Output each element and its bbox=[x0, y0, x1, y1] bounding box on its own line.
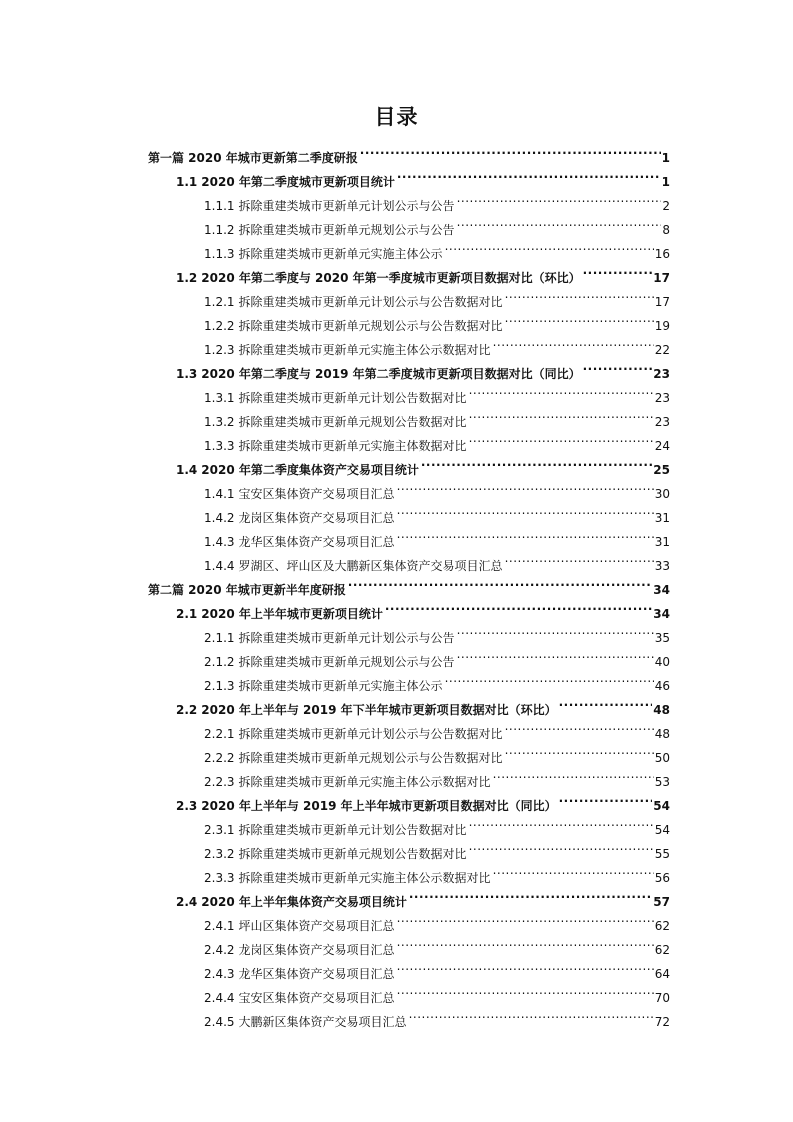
toc-entry-page-number: 48 bbox=[654, 727, 670, 741]
dot-leader bbox=[505, 714, 654, 738]
toc-entry[interactable] bbox=[0, 570, 670, 597]
toc-entry[interactable] bbox=[0, 594, 670, 621]
toc-entry[interactable] bbox=[0, 186, 670, 213]
dot-leader bbox=[505, 546, 654, 570]
toc-entry-number: 2.4.3 bbox=[204, 967, 235, 981]
toc-entry[interactable] bbox=[0, 666, 670, 693]
dot-leader bbox=[457, 618, 654, 642]
toc-entry-page-number: 56 bbox=[654, 871, 670, 885]
toc-entry-number: 2.2.2 bbox=[204, 751, 235, 765]
toc-entry-title: 拆除重建类城市更新单元计划公告数据对比 bbox=[238, 823, 467, 837]
toc-entry[interactable] bbox=[0, 738, 670, 765]
toc-entry-page-number: 55 bbox=[654, 847, 670, 861]
toc-entry-title: 拆除重建类城市更新单元实施主体公示数据对比 bbox=[238, 871, 491, 885]
toc-entry-page-number: 34 bbox=[653, 583, 670, 597]
toc-entry-title: 2020 年上半年与 2019 年下半年城市更新项目数据对比（环比） bbox=[201, 703, 557, 717]
dot-leader bbox=[385, 594, 652, 618]
toc-entry-page-number: 50 bbox=[654, 751, 670, 765]
toc-entry-page-number: 54 bbox=[653, 799, 670, 813]
toc-entry-title: 龙华区集体资产交易项目汇总 bbox=[238, 535, 395, 549]
toc-entry-page-number: 17 bbox=[653, 271, 670, 285]
toc-entry[interactable] bbox=[0, 546, 670, 573]
toc-entry[interactable] bbox=[0, 906, 670, 933]
toc-entry-number: 2.3.3 bbox=[204, 871, 235, 885]
toc-entry-title: 2020 年第二季度与 2019 年第二季度城市更新项目数据对比（同比） bbox=[201, 367, 581, 381]
toc-entry-number: 2.4 bbox=[176, 895, 198, 909]
toc-entry[interactable] bbox=[0, 474, 670, 501]
toc-entry[interactable] bbox=[0, 378, 670, 405]
toc-entry-number: 1.4.2 bbox=[204, 511, 235, 525]
toc-entry-title: 拆除重建类城市更新单元规划公告数据对比 bbox=[238, 415, 467, 429]
toc-entry-page-number: 2 bbox=[662, 199, 670, 213]
toc-entry[interactable] bbox=[0, 642, 670, 669]
dot-leader bbox=[397, 474, 654, 498]
dot-leader bbox=[505, 738, 654, 762]
toc-entry-title: 拆除重建类城市更新单元实施主体公示数据对比 bbox=[238, 775, 491, 789]
toc-entry-title: 坪山区集体资产交易项目汇总 bbox=[238, 919, 395, 933]
toc-entry[interactable] bbox=[0, 138, 670, 165]
toc-entry-page-number: 24 bbox=[654, 439, 670, 453]
toc-entry-number: 2.2.3 bbox=[204, 775, 235, 789]
toc-entry-title: 龙华区集体资产交易项目汇总 bbox=[238, 967, 395, 981]
toc-entry[interactable] bbox=[0, 858, 670, 885]
toc-entry-number: 2.1.2 bbox=[204, 655, 235, 669]
toc-entry-title: 拆除重建类城市更新单元计划公告数据对比 bbox=[238, 391, 467, 405]
toc-entry-title: 2020 年第二季度与 2020 年第一季度城市更新项目数据对比（环比） bbox=[201, 271, 581, 285]
toc-entry-number: 2.1.1 bbox=[204, 631, 235, 645]
toc-entry-page-number: 40 bbox=[654, 655, 670, 669]
toc-entry-number: 2.4.1 bbox=[204, 919, 235, 933]
toc-entry[interactable] bbox=[0, 498, 670, 525]
toc-entry-page-number: 35 bbox=[654, 631, 670, 645]
toc-entry-title: 大鹏新区集体资产交易项目汇总 bbox=[238, 1015, 407, 1029]
dot-leader bbox=[583, 258, 653, 282]
toc-entry-title: 拆除重建类城市更新单元规划公示与公告数据对比 bbox=[238, 319, 503, 333]
toc-entry-number: 2.4.4 bbox=[204, 991, 235, 1005]
toc-entry-page-number: 31 bbox=[654, 535, 670, 549]
toc-entry-number: 2.3.1 bbox=[204, 823, 235, 837]
dot-leader bbox=[397, 930, 654, 954]
dot-leader bbox=[505, 306, 654, 330]
toc-entry-title: 龙岗区集体资产交易项目汇总 bbox=[238, 511, 395, 525]
dot-leader bbox=[559, 690, 653, 714]
toc-entry-number: 2.3 bbox=[176, 799, 198, 813]
toc-entry-number: 1.3.1 bbox=[204, 391, 235, 405]
toc-entry-number: 2.2 bbox=[176, 703, 198, 717]
toc-entry[interactable] bbox=[0, 810, 670, 837]
toc-entry-title: 拆除重建类城市更新单元计划公示与公告数据对比 bbox=[238, 295, 503, 309]
dot-leader bbox=[493, 330, 654, 354]
toc-entry[interactable] bbox=[0, 426, 670, 453]
toc-entry-number: 1.2 bbox=[176, 271, 198, 285]
toc-entry[interactable] bbox=[0, 330, 670, 357]
toc-entry-title: 拆除重建类城市更新单元实施主体数据对比 bbox=[238, 439, 467, 453]
toc-entry[interactable] bbox=[0, 354, 670, 381]
toc-entry-page-number: 46 bbox=[654, 679, 670, 693]
toc-entry[interactable] bbox=[0, 1002, 670, 1029]
toc-entry[interactable] bbox=[0, 618, 670, 645]
dot-leader bbox=[505, 282, 654, 306]
toc-entry-page-number: 62 bbox=[654, 943, 670, 957]
toc-entry-number: 1.1.3 bbox=[204, 247, 235, 261]
toc-entry-number: 2.2.1 bbox=[204, 727, 235, 741]
toc-entry-title: 拆除重建类城市更新单元规划公示与公告数据对比 bbox=[238, 751, 503, 765]
toc-entry-number: 1.3.2 bbox=[204, 415, 235, 429]
toc-entry-page-number: 33 bbox=[654, 559, 670, 573]
toc-entry[interactable] bbox=[0, 162, 670, 189]
toc-entry-title: 拆除重建类城市更新单元实施主体公示 bbox=[238, 247, 443, 261]
dot-leader bbox=[583, 354, 653, 378]
dot-leader bbox=[469, 402, 654, 426]
toc-entry-number: 1.4.3 bbox=[204, 535, 235, 549]
page-title: 目录 bbox=[374, 105, 419, 129]
dot-leader bbox=[409, 882, 652, 906]
toc-entry-title: 拆除重建类城市更新单元计划公示与公告 bbox=[238, 631, 455, 645]
toc-entry-title: 2020 年第二季度集体资产交易项目统计 bbox=[201, 463, 419, 477]
toc-entry-title: 拆除重建类城市更新单元规划公告数据对比 bbox=[238, 847, 467, 861]
toc-entry[interactable] bbox=[0, 714, 670, 741]
toc-entry-number: 1.2.3 bbox=[204, 343, 235, 357]
toc-entry-page-number: 1 bbox=[661, 151, 670, 165]
toc-entry-page-number: 53 bbox=[654, 775, 670, 789]
toc-entry[interactable] bbox=[0, 978, 670, 1005]
toc-entry[interactable] bbox=[0, 258, 670, 285]
toc-entry-title: 第一篇 2020 年城市更新第二季度研报 bbox=[148, 151, 358, 165]
dot-leader bbox=[469, 834, 654, 858]
dot-leader bbox=[445, 234, 654, 258]
toc-entry-number: 2.4.5 bbox=[204, 1015, 235, 1029]
toc-entry-title: 罗湖区、坪山区及大鹏新区集体资产交易项目汇总 bbox=[238, 559, 503, 573]
toc-entry-number: 1.4 bbox=[176, 463, 198, 477]
toc-entry-page-number: 23 bbox=[654, 391, 670, 405]
dot-leader bbox=[445, 666, 654, 690]
toc-entry-number: 1.1.2 bbox=[204, 223, 235, 237]
toc-entry-number: 1.4.1 bbox=[204, 487, 235, 501]
toc-entry-page-number: 17 bbox=[654, 295, 670, 309]
toc-entry-title: 第二篇 2020 年城市更新半年度研报 bbox=[148, 583, 346, 597]
toc-entry-title: 宝安区集体资产交易项目汇总 bbox=[238, 487, 395, 501]
toc-entry-page-number: 19 bbox=[654, 319, 670, 333]
toc-entry[interactable] bbox=[0, 210, 670, 237]
dot-leader bbox=[493, 762, 654, 786]
dot-leader bbox=[457, 186, 662, 210]
toc-entry-page-number: 48 bbox=[653, 703, 670, 717]
dot-leader bbox=[421, 450, 652, 474]
dot-leader bbox=[409, 1002, 654, 1026]
toc-entry[interactable] bbox=[0, 282, 670, 309]
dot-leader bbox=[348, 570, 653, 594]
toc-entry-number: 2.1 bbox=[176, 607, 198, 621]
toc-entry-page-number: 64 bbox=[654, 967, 670, 981]
toc-entry-page-number: 25 bbox=[653, 463, 670, 477]
dot-leader bbox=[397, 978, 654, 1002]
toc-entry[interactable] bbox=[0, 882, 670, 909]
toc-entry-page-number: 22 bbox=[654, 343, 670, 357]
toc-entry[interactable] bbox=[0, 522, 670, 549]
toc-entry-page-number: 57 bbox=[653, 895, 670, 909]
toc-entry[interactable] bbox=[0, 690, 670, 717]
toc-entry-title: 2020 年上半年集体资产交易项目统计 bbox=[201, 895, 407, 909]
toc-entry-title: 龙岗区集体资产交易项目汇总 bbox=[238, 943, 395, 957]
toc-entry-page-number: 54 bbox=[654, 823, 670, 837]
dot-leader bbox=[397, 162, 661, 186]
toc-entry-number: 1.2.1 bbox=[204, 295, 235, 309]
dot-leader bbox=[360, 138, 661, 162]
dot-leader bbox=[397, 522, 654, 546]
toc-entry-page-number: 34 bbox=[653, 607, 670, 621]
toc-entry-title: 拆除重建类城市更新单元实施主体公示 bbox=[238, 679, 443, 693]
dot-leader bbox=[397, 498, 654, 522]
toc-entry[interactable] bbox=[0, 786, 670, 813]
toc-entry-title: 2020 年上半年城市更新项目统计 bbox=[201, 607, 383, 621]
toc-entry-title: 2020 年上半年与 2019 年上半年城市更新项目数据对比（同比） bbox=[201, 799, 557, 813]
toc-entry[interactable] bbox=[0, 930, 670, 957]
dot-leader bbox=[493, 858, 654, 882]
toc-entry-page-number: 62 bbox=[654, 919, 670, 933]
dot-leader bbox=[469, 810, 654, 834]
table-of-contents bbox=[0, 138, 793, 1029]
dot-leader bbox=[457, 642, 654, 666]
toc-entry[interactable] bbox=[0, 402, 670, 429]
dot-leader bbox=[457, 210, 662, 234]
toc-entry[interactable] bbox=[0, 954, 670, 981]
toc-entry-number: 2.1.3 bbox=[204, 679, 235, 693]
toc-entry-number: 1.1.1 bbox=[204, 199, 235, 213]
toc-entry[interactable] bbox=[0, 450, 670, 477]
toc-entry-page-number: 23 bbox=[653, 367, 670, 381]
toc-entry-number: 1.2.2 bbox=[204, 319, 235, 333]
dot-leader bbox=[469, 378, 654, 402]
toc-entry-page-number: 8 bbox=[662, 223, 670, 237]
toc-entry[interactable] bbox=[0, 834, 670, 861]
dot-leader bbox=[397, 954, 654, 978]
toc-entry-number: 2.4.2 bbox=[204, 943, 235, 957]
toc-entry-title: 拆除重建类城市更新单元计划公示与公告数据对比 bbox=[238, 727, 503, 741]
toc-entry-title: 2020 年第二季度城市更新项目统计 bbox=[201, 175, 395, 189]
toc-entry-title: 拆除重建类城市更新单元规划公示与公告 bbox=[238, 223, 455, 237]
toc-entry-title: 宝安区集体资产交易项目汇总 bbox=[238, 991, 395, 1005]
toc-entry[interactable] bbox=[0, 762, 670, 789]
dot-leader bbox=[559, 786, 653, 810]
toc-entry[interactable] bbox=[0, 306, 670, 333]
toc-entry-title: 拆除重建类城市更新单元计划公示与公告 bbox=[238, 199, 455, 213]
toc-entry-page-number: 30 bbox=[654, 487, 670, 501]
dot-leader bbox=[469, 426, 654, 450]
toc-entry-title: 拆除重建类城市更新单元实施主体公示数据对比 bbox=[238, 343, 491, 357]
toc-entry-title: 拆除重建类城市更新单元规划公示与公告 bbox=[238, 655, 455, 669]
dot-leader bbox=[397, 906, 654, 930]
toc-entry-page-number: 31 bbox=[654, 511, 670, 525]
toc-entry-number: 2.3.2 bbox=[204, 847, 235, 861]
toc-entry-page-number: 70 bbox=[654, 991, 670, 1005]
toc-entry-page-number: 23 bbox=[654, 415, 670, 429]
toc-entry[interactable] bbox=[0, 234, 670, 261]
toc-entry-page-number: 72 bbox=[654, 1015, 670, 1029]
toc-entry-number: 1.4.4 bbox=[204, 559, 235, 573]
toc-entry-page-number: 16 bbox=[654, 247, 670, 261]
toc-entry-number: 1.3 bbox=[176, 367, 198, 381]
toc-entry-page-number: 1 bbox=[661, 175, 670, 189]
toc-entry-number: 1.3.3 bbox=[204, 439, 235, 453]
toc-entry-number: 1.1 bbox=[176, 175, 198, 189]
